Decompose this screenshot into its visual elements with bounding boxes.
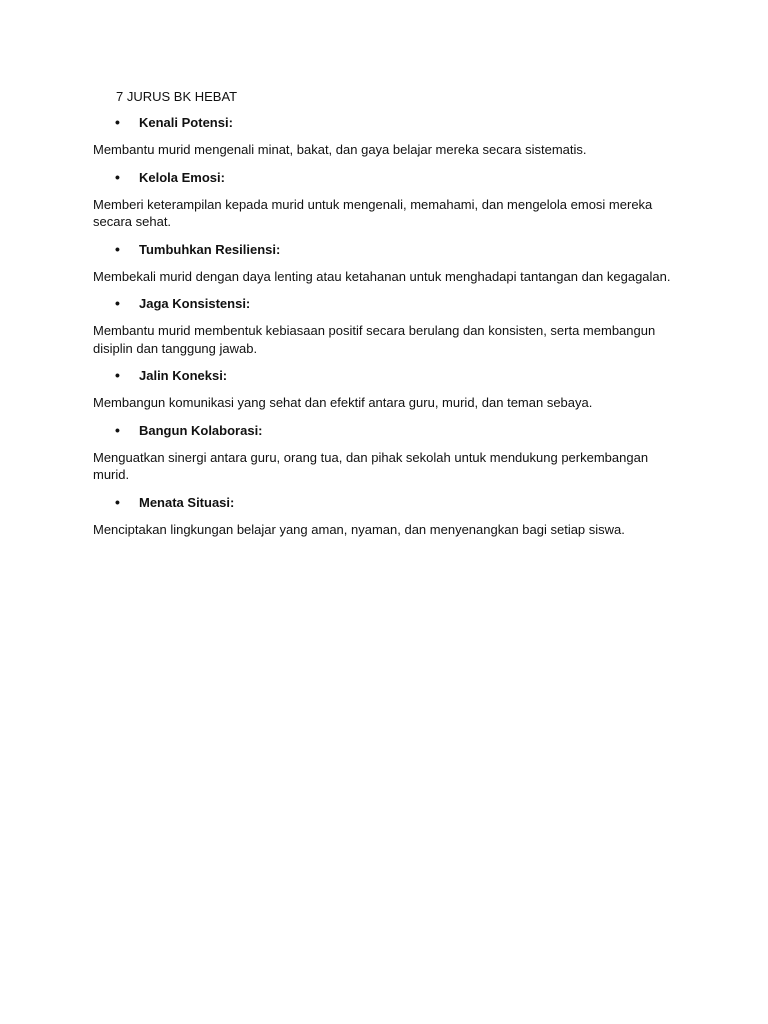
section-heading-menata-situasi — [93, 494, 683, 511]
section-heading-kenali-potensi — [93, 114, 683, 131]
bullet-icon: • — [115, 114, 120, 130]
document-title: 7 JURUS BK HEBAT — [116, 89, 238, 104]
heading-text: Kenali Potensi: — [139, 115, 233, 130]
section-body-menata-situasi: Menciptakan lingkungan belajar yang aman, nyaman, dan menyenangkan bagi setiap siswa. — [93, 521, 625, 537]
section-body-jaga-konsistensi: Membantu murid membentuk kebiasaan positif secara berulang dan konsisten, serta membangun disiplin dan tanggung jawab. — [93, 323, 656, 356]
section-body-bangun-kolaborasi: Menguatkan sinergi antara guru, orang tua, dan pihak sekolah untuk mendukung perkembangan murid. — [93, 449, 649, 482]
bullet-icon: • — [115, 421, 120, 438]
section-heading-kelola-emosi — [93, 169, 683, 186]
section-body-kelola-emosi: Memberi keterampilan kepada murid untuk mengenali, memahami, dan mengelola emosi mereka secara sehat. — [93, 196, 653, 229]
section-body-kenali-potensi: Membantu murid mengenali minat, bakat, dan gaya belajar mereka secara sistematis. — [93, 142, 587, 157]
bullet-icon: • — [115, 367, 120, 383]
bullet-icon: • — [115, 493, 120, 510]
heading-text: Tumbuhkan Resiliensi: — [139, 241, 281, 257]
section-body-jalin-koneksi: Membangun komunikasi yang sehat dan efektif antara guru, murid, dan teman sebaya. — [93, 395, 593, 410]
section-body-tumbuhkan-resiliensi: Membekali murid dengan daya lenting atau ketahanan untuk menghadapi tantangan dan kegagalan. — [93, 268, 671, 284]
bullet-icon: • — [115, 295, 120, 311]
section-heading-jaga-konsistensi — [93, 295, 683, 312]
heading-text: Bangun Kolaborasi: — [139, 422, 263, 438]
heading-text: Kelola Emosi: — [139, 169, 225, 185]
heading-text: Jaga Konsistensi: — [139, 296, 251, 311]
heading-text: Jalin Koneksi: — [139, 368, 228, 383]
section-heading-jalin-koneksi — [93, 367, 683, 384]
bullet-icon: • — [115, 240, 120, 257]
section-heading-bangun-kolaborasi — [93, 422, 683, 439]
section-heading-tumbuhkan-resiliensi — [93, 241, 683, 258]
document-page — [93, 88, 683, 548]
heading-text: Menata Situasi: — [139, 494, 235, 510]
bullet-icon: • — [115, 168, 120, 185]
